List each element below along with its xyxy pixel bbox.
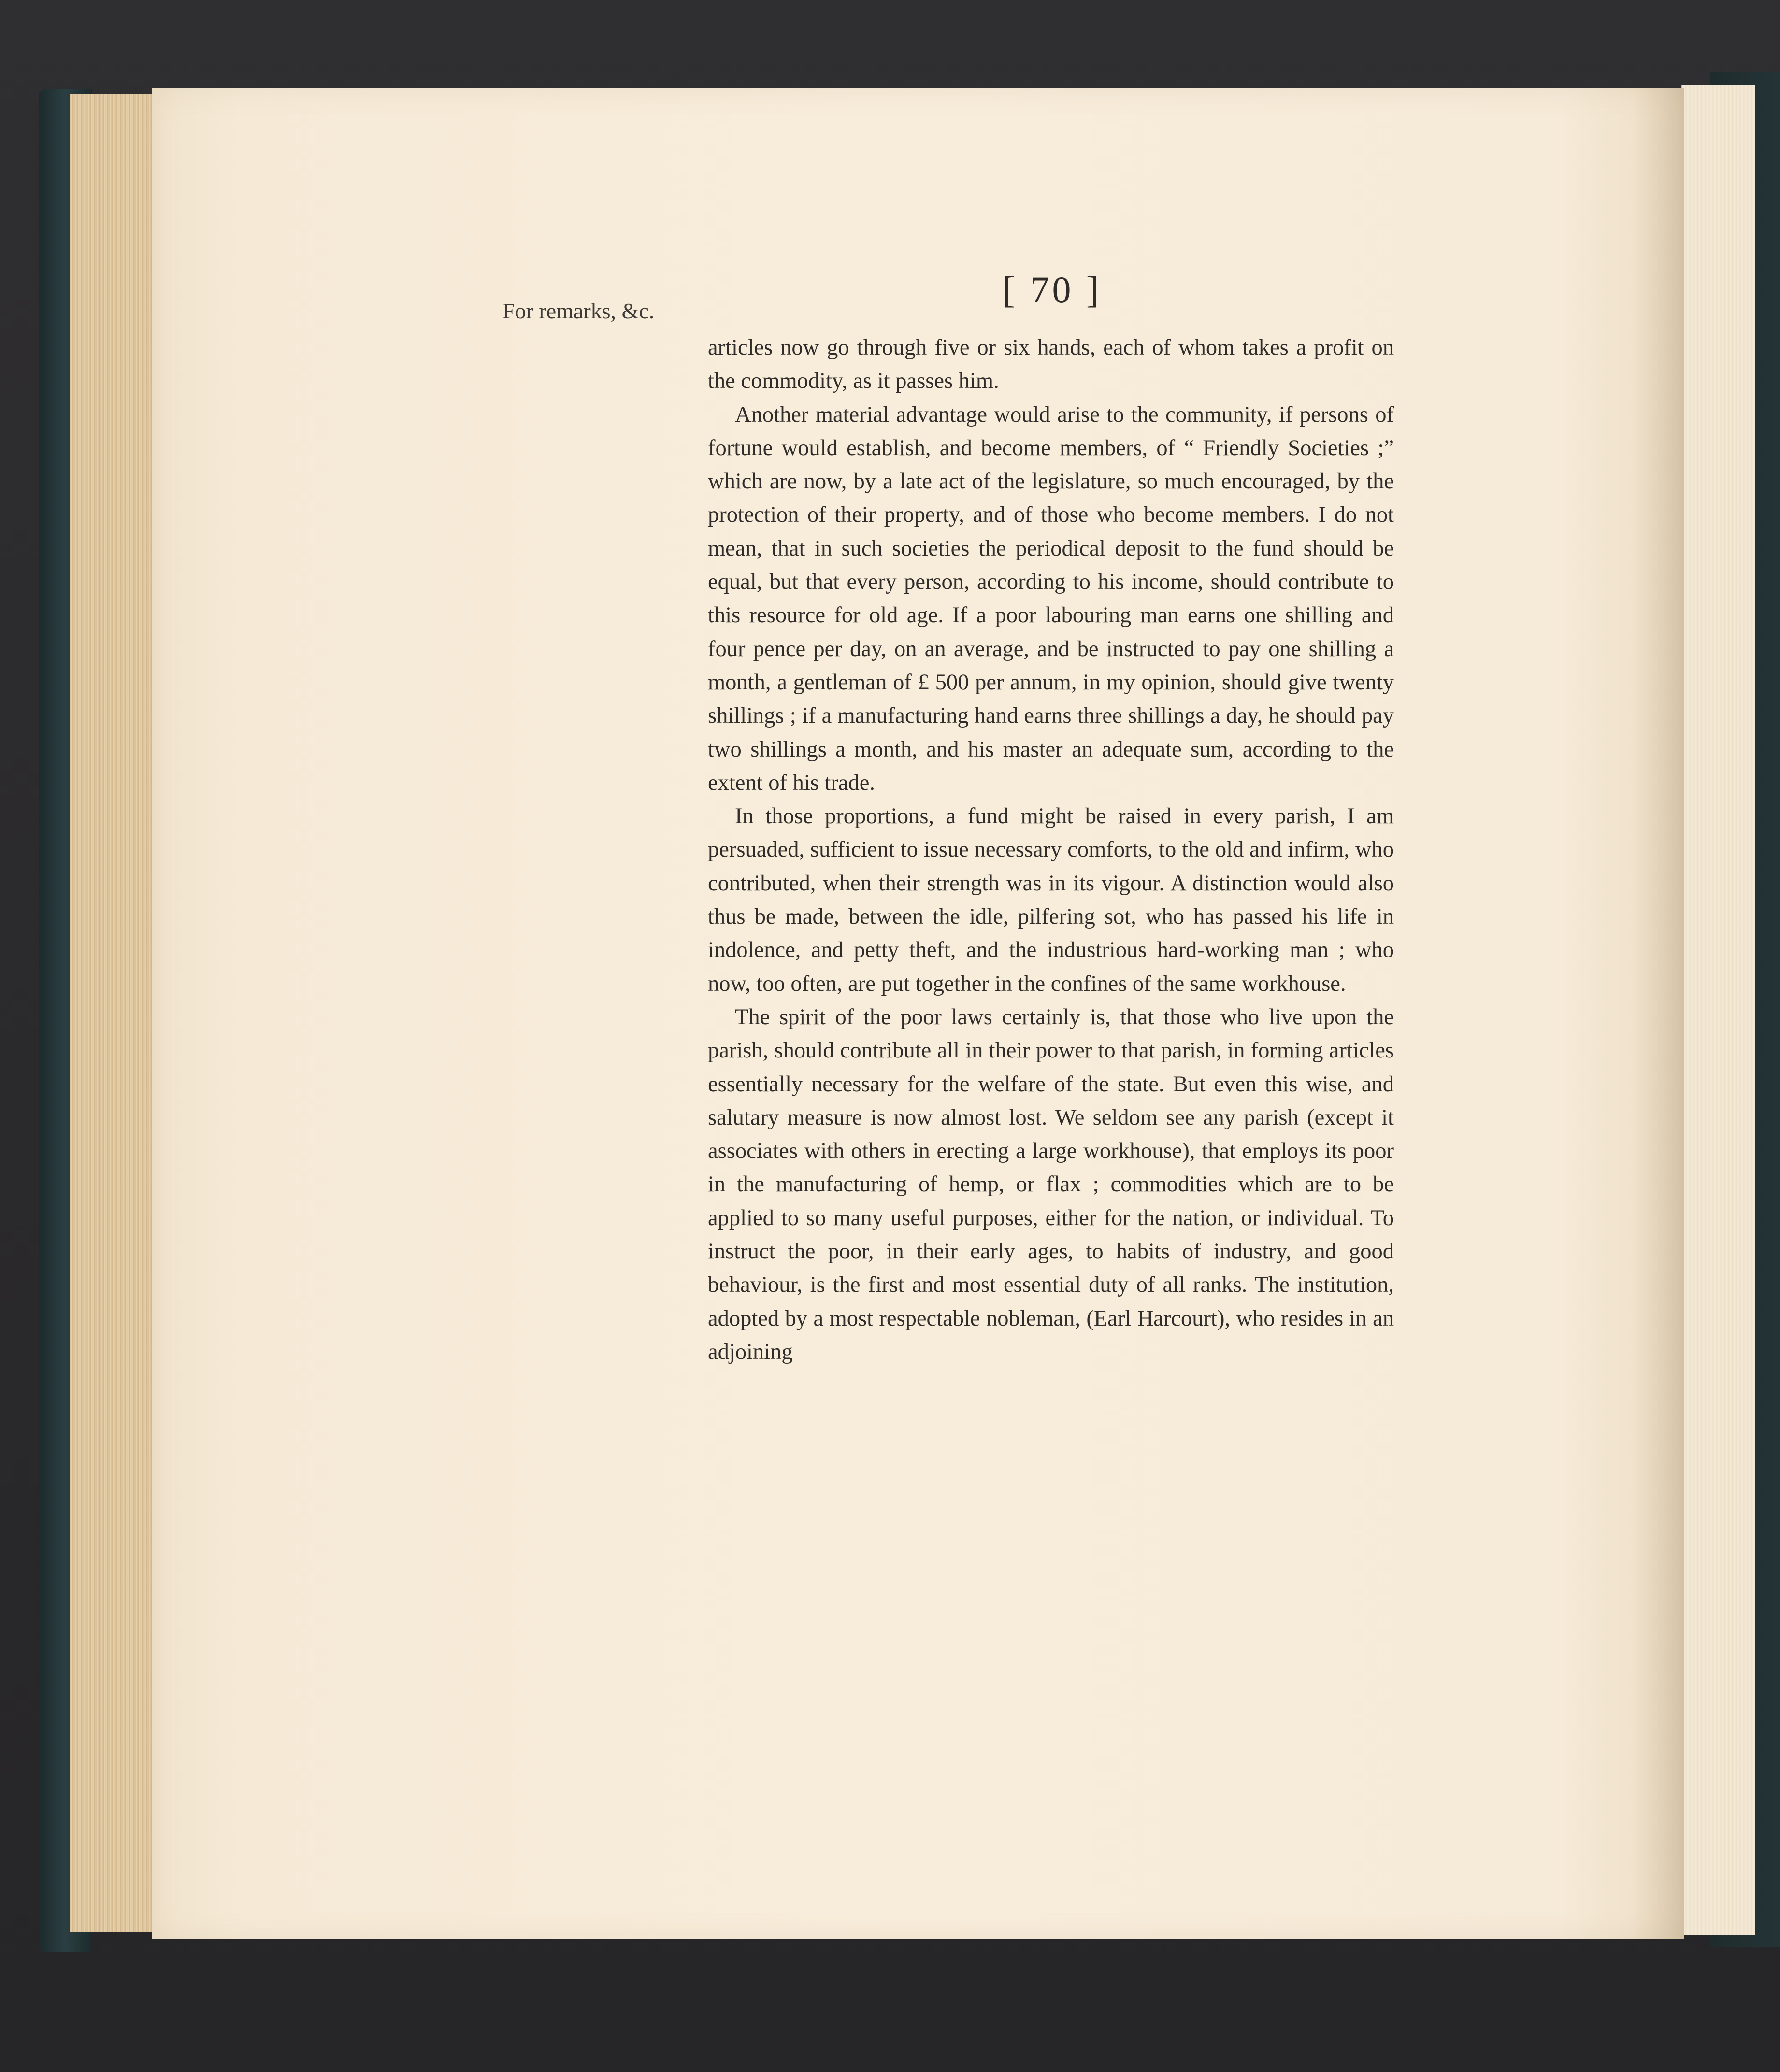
gutter-shadow — [1633, 88, 1684, 1939]
next-page-edge — [1681, 85, 1755, 1935]
body-text — [708, 331, 1394, 1369]
page-edges — [70, 94, 152, 1932]
paragraph: In those proportions, a fund might be raised in every parish, I am persuaded, sufficient to issue necessary comforts, to the old and infirm, who contributed, when their strength was in its vigour. A distinction would also thus be made, between the idle, pilfering sot, who has passed his life in indolence, and petty theft, and the industrious hard-working man ; who now, too often, are put together in the confines of the same workhouse. — [708, 804, 1394, 996]
margin-note: For remarks, &c. — [502, 299, 655, 323]
page-number: [ 70 ] — [1003, 269, 1102, 311]
paragraph: The spirit of the poor laws certainly is, that those who live upon the parish, should contribute all in their power to that parish, in forming articles essentially necessary for the welfare of the state. But even this wise, and salutary measure is now almost lost. We seldom see any parish (except it associates with others in erecting a large workhouse), that employs its poor in the manufacturing of hemp, or flax ; commodities which are to be applied to so many useful purposes, either for the nation, or individual. To instruct the poor, in their early ages, to habits of industry, and good behaviour, is the first and most essential duty of all ranks. The institution, adopted by a most respectable nobleman, (Earl Harcourt), who resides in an adjoining — [708, 1004, 1394, 1364]
paragraph: Another material advantage would arise to the community, if persons of fortune would establish, and become members, of “ Friendly Societies ;” which are now, by a late act of the legislature, so much encouraged, by the protection of their property, and of those who become members. I do not mean, that in such societies the periodical deposit to the fund should be equal, but that every person, according to his income, should contribute to this resource for old age. If a poor labouring man earns one shilling and four pence per day, on an average, and be instructed to pay one shilling a month, a gentleman of £ 500 per annum, in my opinion, should give twenty shillings ; if a manufacturing hand earns three shillings a day, he should pay two shillings a month, and his master an adequate sum, according to the extent of his trade. — [708, 402, 1394, 795]
paragraph: articles now go through five or six hands, each of whom takes a profit on the commodity, as it passes him. — [708, 335, 1394, 394]
